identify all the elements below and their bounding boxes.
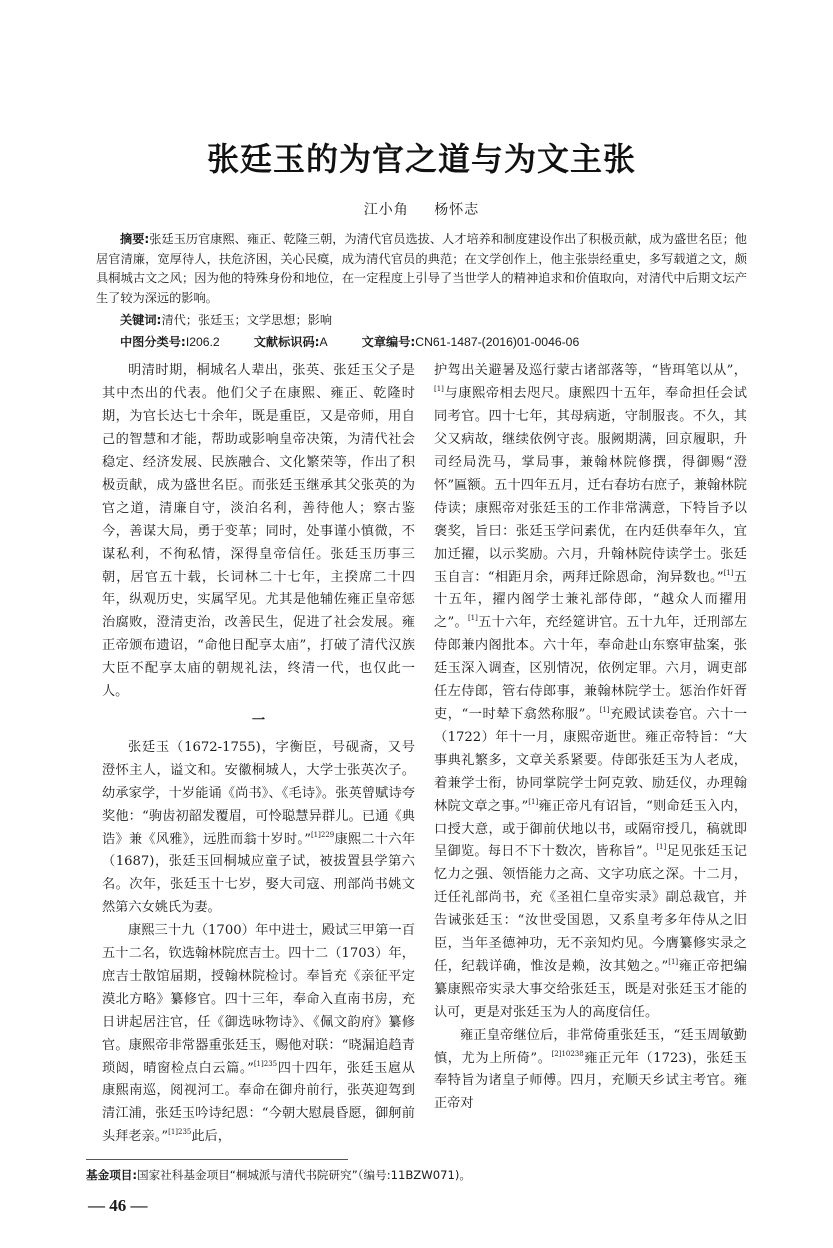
doc-code-label: 文献标识码: (253, 335, 320, 350)
funding-footnote (86, 1166, 747, 1184)
citation: [1]229 (310, 830, 335, 839)
paragraph-text: 与康熙帝相去咫尺。康熙四十五年，奉命担任会试同考官。四十七年，其母病逝，守制服丧。不久，其父又病故，继续依例守丧。服阙期满，回京履职，升司经局洗马，掌局事，兼翰林院修撰，得御赐“澄怀”匾额。五十四年五月，迁右春坊右庶子，兼翰林院侍读；康熙帝对张廷玉的工作非常满意，下特旨予以褒奖，旨曰：张廷玉学问素优，在内廷供奉年久，宜加迁擢，以示奖励。六月，升翰林院侍读学士。张廷玉自言：“相距月余，两拜迁除恩命，洵异数也。” (434, 386, 747, 585)
abstract-label: 摘要: (120, 232, 150, 246)
funding-text: 国家社科基金项目“桐城派与清代书院研究”（编号:11BZW071)。 (137, 1168, 471, 1183)
citation: [1] (668, 957, 679, 966)
citation: [1]235 (168, 1128, 192, 1137)
article-number (362, 332, 580, 352)
citation: [1] (599, 705, 610, 714)
citation: [1]235 (253, 1059, 278, 1068)
paragraph (434, 360, 747, 1024)
paragraph-text: 雍正帝把编纂康熙帝实录大事交给张廷玉，既是对张廷玉才能的认可，更是对张廷玉为人的高度信任。 (434, 958, 748, 1020)
paragraph-text: 雍正帝凡有诏旨，“则命廷玉入内，口授大意，或于御前伏地以书，或隔帘授几，稿就即呈御览。每日不下十数次，皆称旨”。 (434, 798, 747, 860)
citation: [1] (723, 568, 734, 577)
paragraph-text: 此后， (191, 1129, 231, 1145)
article-title: 张廷玉的为官之道与为文主张 (206, 140, 636, 178)
paragraph (102, 920, 415, 1149)
body-columns (96, 360, 747, 1149)
body-column-left (102, 360, 415, 1149)
paragraph-text: 五十五年，擢内阁学士兼礼部侍郎，“越众人而擢用之”。 (434, 569, 747, 631)
paragraph-text: 张廷玉（1672-1755)，字衡臣，号砚斋，又号澄怀主人，谥文和。安徽桐城人，大学士张英次子。幼承家学，十岁能诵《尚书》、《毛诗》。张英曾赋诗夸奖他：“驹齿初韶发覆眉，可怜聪慧异群儿。已通《典诰》兼《风雅》，远胜而翁十岁时。” (102, 739, 415, 847)
doc-code (254, 332, 328, 352)
citation: [1] (528, 797, 539, 806)
paragraph (102, 737, 415, 920)
paragraph: 明清时期，桐城名人辈出，张英、张廷玉父子是其中杰出的代表。他们父子在康熙、雍正、乾隆时期，为官长达七十余年，既是重臣，又是帝师，用自己的智慧和才能，帮助或影响皇帝决策，为清代社会稳定、经济发展、民族融合、文化繁荣等，作出了积极贡献，成为盛世名臣。而张廷玉继承其父张英的为官之道，清廉自守，淡泊名利，善待他人；察古鉴今，善谋大局，勇于变革；同时，处事谨小慎微，不谋私利，不徇私情，深得皇帝信任。张廷玉历事三朝，居官五十载，长词林二十七年，主揆席二十四年，纵观历史，实属罕见。尤其是他辅佐雍正皇帝惩治腐败，澄清吏治，改善民生，促进了社会发展。雍正帝颁布遗诏，“命他日配享太庙”，打破了清代汉族大臣不配享太庙的朝规礼法，终清一代，也仅此一人。 (102, 363, 415, 700)
section-heading: 一 (251, 712, 266, 728)
paragraph-text: 康熙二十六年（1687)，张廷玉回桐城应童子试，被拔置县学第六名。次年，张廷玉十七岁，娶大司寇、刑部尚书姚文然第六女姚氏为妻。 (102, 831, 416, 916)
paragraph-text: 雍正皇帝继位后，非常倚重张廷玉，“廷玉周敏勤慎，尤为上所倚”。 (434, 1027, 747, 1066)
keywords (120, 310, 747, 330)
citation: [2]10238 (551, 1049, 584, 1058)
keywords-text: 清代；张廷玉；文学思想；影响 (161, 313, 333, 328)
paragraph-text: 五十六年，充经筵讲官。五十九年，迁刑部左侍郎兼内阁批本。六十年，奉命赴山东察审盐案，张廷玉深入调查，区别情况，依例定罪。六月，调吏部任左侍郎，管右侍郎事，兼翰林院学士。惩治作奸胥吏，“一时辇下翕然称服”。 (434, 615, 748, 722)
doc-code-value: A (319, 335, 328, 350)
paragraph-text: 康熙三十九（1700）年中进士，殿试三甲第一百五十二名，钦选翰林院庶吉士。四十二（1703）年，庶吉士散馆届期，授翰林院检讨。奉旨充《亲征平定漠北方略》纂修官。四十三年，奉命入直南书房，充日讲起居注官，任《御选咏物诗》、《佩文韵府》纂修官。康熙帝非常器重张廷玉，赐他对联：“晓漏追趋青琐闼，晴窗检点白云篇。” (102, 923, 415, 1076)
abstract-text: 张廷玉历官康熙、雍正、乾隆三朝，为清代官员选拔、人才培养和制度建设作出了积极贡献，成为盛世名臣；他居官清廉，宽厚待人，扶危济困，关心民瘼，成为清代官员的典范；在文学创作上，他主张崇经重史，多写载道之文，颇具桐城古文之风；因为他的特殊身份和地位，在一定程度上引导了当世学人的精神追求和价值取向，对清代中后期文坛产生了较为深远的影响。 (96, 232, 747, 305)
clc-label: 中图分类号: (120, 335, 186, 350)
article-number-value: CN61-1487-(2016)01-0046-06 (415, 335, 580, 350)
paragraph-text: 足见张廷玉记忆力之强、领悟能力之高、文字功底之深。十二月，迁任礼部尚书，充《圣祖仁皇帝实录》副总裁官，并告诫张廷玉：“汝世受国恩，又系皇考多年侍从之旧臣，当年圣德神功，无不亲知灼见。今膺纂修实录之任，纪载详确，惟汝是赖，汝其勉之。” (434, 844, 747, 974)
classification-meta (120, 332, 747, 352)
footnote-divider (86, 1159, 348, 1160)
citation: [1] (656, 843, 667, 852)
paragraph-text: 充殿试读卷官。六十一（1722）年十一月，康熙帝逝世。雍正帝特旨：“大事典礼繁多，文章关系紧要。侍郎张廷玉为人老成，着兼学士衔，协同掌院学士阿克敦、励廷仪，办理翰林院文章之事。” (434, 706, 748, 814)
abstract (96, 230, 747, 308)
citation: [1] (434, 385, 444, 394)
paragraph-text: 四十四年，张廷玉扈从康熙南巡，阅视河工。奉命在御舟前行，张英迎驾到清江浦，张廷玉吟诗纪恩：“今朝大慰晨昏愿，御舸前头拜老亲。” (102, 1060, 415, 1145)
paragraph (434, 1025, 747, 1117)
author-name: 江小角 (363, 202, 409, 218)
paragraph-text: 雍正元年（1723)，张廷玉奉特旨为诸皇子师傅。四月，充顺天乡试主考官。雍正帝对 (434, 1050, 747, 1112)
clc-value: I206.2 (185, 335, 220, 350)
body-column-right (434, 360, 747, 1116)
author-name: 杨怀志 (434, 202, 480, 218)
funding-label: 基金项目: (86, 1168, 138, 1183)
citation: [1] (467, 614, 478, 623)
paragraph-text: 护驾出关避暑及巡行蒙古诸部落等，“皆珥笔以从”， (434, 363, 747, 379)
keywords-label: 关键词: (120, 313, 162, 328)
clc-number (120, 332, 220, 352)
page-number: — 46 — (88, 1196, 148, 1216)
article-number-label: 文章编号: (361, 335, 416, 350)
authors (96, 200, 747, 220)
